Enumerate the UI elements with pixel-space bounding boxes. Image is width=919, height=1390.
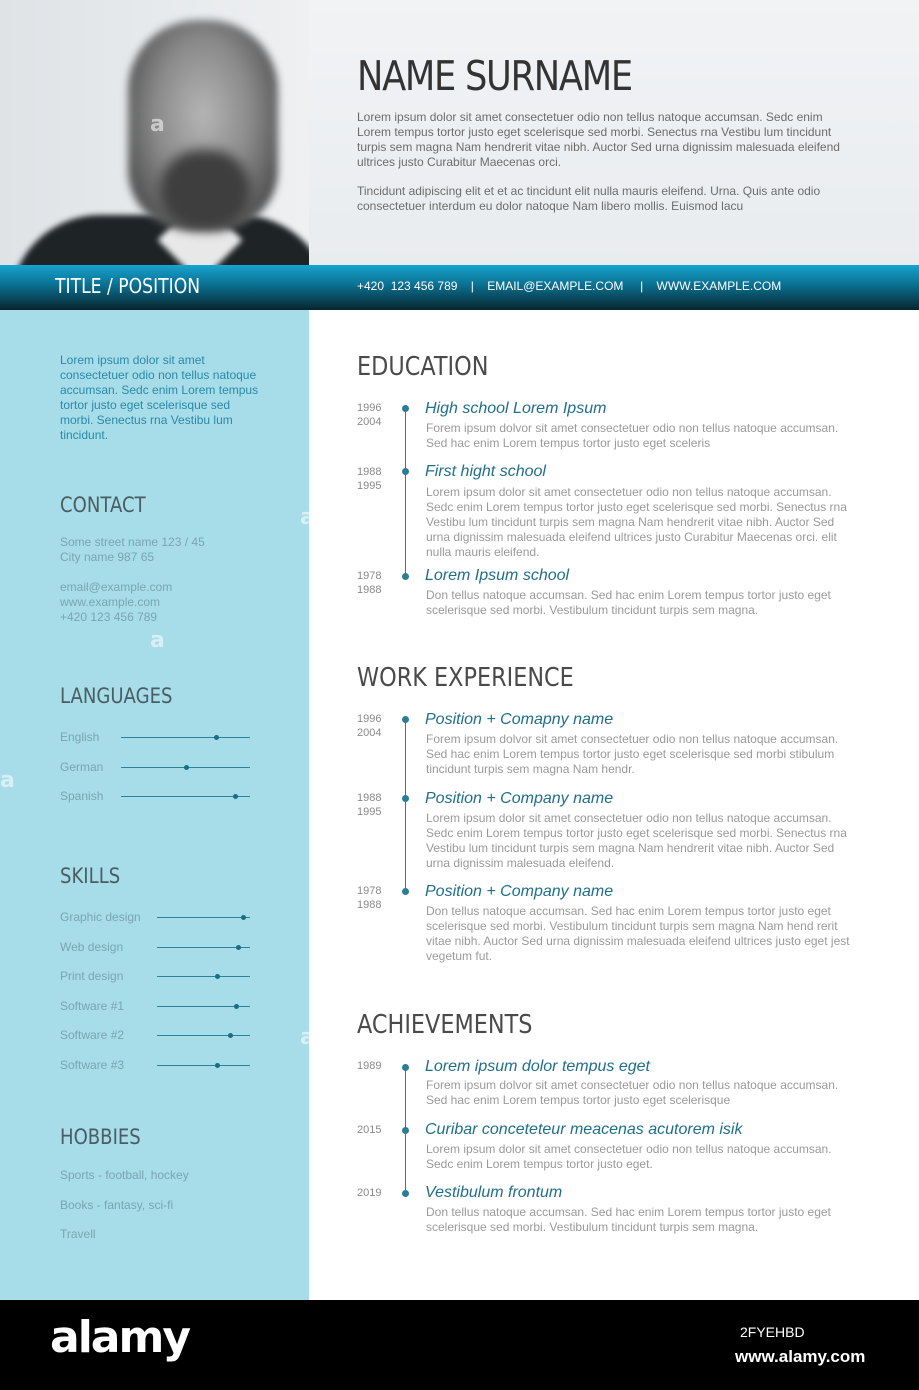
sidebar	[0, 310, 309, 1300]
achievement-description: Lorem ipsum dolor sit amet consectetuer odio non tellus natoque accumsan. Sedc enim Lorem tempus tortor justo eget.	[426, 1142, 832, 1171]
work-description: Don tellus natoque accumsan. Sed hac enim Lorem tempus tortor justo eget scelerisque sed morbi. Vestibulum tincidunt turpis sem magna Nam hend rerit vitae nibh. Auctor Sed urna dignissim malesuada eleifend ultrices justo eget jest vegetum fut.	[426, 904, 850, 963]
education-years: 1996 2004	[357, 402, 382, 428]
work-timeline-line	[405, 719, 406, 889]
education-description: Forem ipsum dolvor sit amet consectetuer odio non tellus natoque accumsan. Sed hac enim Lorem tempus tortor justo eget sceleris	[426, 421, 839, 450]
education-description: Lorem ipsum dolor sit amet consectetuer odio non tellus natoque accumsan. Sedc enim Lorem tempus tortor justo eget scelerisque sed morbi. Senectus rna Vestibu lum tincidunt turpis sem magna Nam hendrerit vitae nibh. Auctor Sed urna dignissim malesuada eleifend ultrices justo Curabitur Maecenas orci. elit nulla mauris eleifend.	[426, 485, 847, 559]
watermark-glyph: a	[150, 628, 165, 653]
education-title: Lorem Ipsum school	[425, 567, 570, 584]
skill-level-track	[157, 976, 250, 977]
work-description: Forem ipsum dolvor sit amet consectetuer odio non tellus natoque accumsan. Sed hac enim Lorem tempus tortor justo eget scelerisque sed morbi stibulum tincidunt turpis sem magna Nam hendr.	[426, 732, 839, 776]
skill-label: Web design	[60, 939, 124, 954]
timeline-dot	[402, 1190, 409, 1197]
sidebar-intro: Lorem ipsum dolor sit amet consectetuer odio non tellus natoque accumsan. Sedc enim Lorem tempus tortor justo eget scelerisque sed morbi. Senectus rna Vestibu lum tincidunt.	[60, 353, 259, 442]
photo-beard-shape	[160, 150, 250, 230]
work-description: Lorem ipsum dolor sit amet consectetuer odio non tellus natoque accumsan. Sedc enim Lorem tempus tortor justo eget scelerisque sed morbi. Senectus rna Vestibu lum tincidunt turpis sem magna Nam hendrerit vitae nibh. Auctor Sed urna dignissim malesuada eleifend.	[426, 811, 847, 870]
education-description: Don tellus natoque accumsan. Sed hac enim Lorem tempus tortor justo eget scelerisque sed morbi. Vestibulum tincidunt turpis sem magna.	[426, 588, 831, 617]
achievement-title: Lorem ipsum dolor tempus eget	[425, 1058, 650, 1075]
skills-heading: SKILLS	[60, 864, 121, 888]
hobby-item: Books - fantasy, sci-fi	[60, 1198, 174, 1212]
education-timeline-line	[405, 408, 406, 578]
timeline-dot	[402, 468, 409, 475]
language-label: English	[60, 730, 100, 744]
languages-heading: LANGUAGES	[60, 684, 173, 708]
skill-label: Software #3	[60, 1058, 125, 1072]
hobbies-heading: HOBBIES	[60, 1125, 141, 1149]
work-title: Position + Company name	[425, 883, 614, 900]
skill-level-track	[157, 1065, 250, 1066]
education-years: 1988 1995	[357, 466, 382, 492]
skill-label: Graphic design	[60, 910, 141, 924]
skill-level-marker	[236, 945, 241, 950]
stock-url: www.alamy.com	[735, 1347, 866, 1366]
contact-heading: CONTACT	[60, 493, 146, 517]
profile-photo	[0, 0, 309, 310]
header-intro-paragraph-2: Tincidunt adipiscing elit et et ac tincidunt elit nulla mauris eleifend. Urna. Quis ante odio consectetuer interdum eu dolor natoque Nam libero mollis. Euismod lacu	[357, 184, 821, 213]
achievement-title: Vestibulum frontum	[425, 1184, 563, 1201]
header-contact-line: +420 123 456 789 | EMAIL@EXAMPLE.COM | WWW.EXAMPLE.COM	[357, 279, 782, 293]
skill-label: Software #1	[60, 998, 125, 1013]
job-title: TITLE / POSITION	[55, 274, 201, 298]
education-heading: EDUCATION	[357, 352, 489, 382]
contact-email: email@example.com	[60, 580, 173, 594]
timeline-dot	[402, 1064, 409, 1071]
address-line-1: Some street name 123 / 45	[60, 535, 205, 549]
skill-level-marker	[234, 1004, 239, 1009]
timeline-dot	[402, 795, 409, 802]
skill-label: Software #2	[60, 1028, 125, 1043]
achievements-heading: ACHIEVEMENTS	[357, 1010, 533, 1040]
work-title: Position + Comapny name	[425, 711, 614, 728]
language-level-track	[121, 737, 250, 738]
address-line-2: City name 987 65	[60, 550, 155, 564]
work-years: 1978 1988	[357, 885, 382, 911]
language-level-marker	[184, 765, 189, 770]
education-title: First hight school	[425, 463, 546, 480]
language-level-track	[121, 796, 250, 797]
achievement-year: 2019	[357, 1187, 382, 1199]
timeline-dot	[402, 1127, 409, 1134]
education-years: 1978 1988	[357, 570, 382, 596]
header-intro-paragraph-1: Lorem ipsum dolor sit amet consectetuer odio non tellus natoque accumsan. Sedc enim Lorem tempus tortor justo eget scelerisque sed morbi. Senectus rna Vestibu lum tincidunt turpis sem magna Nam hendrerit vitae nibh. Auctor Sed urna dignissim malesuada eleifend ultrices justo Curabitur Maecenas orci.	[357, 110, 840, 169]
work-years: 1988 1995	[357, 792, 382, 818]
candidate-name: NAME SURNAME	[357, 52, 632, 100]
alamy-logo: alamy	[50, 1312, 189, 1363]
work-experience-heading: WORK EXPERIENCE	[357, 663, 574, 693]
achievement-description: Forem ipsum dolvor sit amet consectetuer odio non tellus natoque accumsan. Sed hac enim Lorem tempus tortor justo eget scelerisque	[426, 1078, 839, 1107]
work-title: Position + Company name	[425, 790, 614, 807]
watermark-glyph: a	[300, 505, 315, 530]
watermark-glyph: a	[300, 1025, 315, 1050]
timeline-dot	[402, 405, 409, 412]
timeline-dot	[402, 888, 409, 895]
achievement-year: 1989	[357, 1060, 382, 1072]
language-label: Spanish	[60, 789, 104, 803]
timeline-dot	[402, 716, 409, 723]
timeline-dot	[402, 573, 409, 580]
skill-level-track	[157, 1035, 250, 1036]
watermark-glyph: a	[0, 768, 15, 793]
achievement-title: Curibar conceteteur meacenas acutorem isik	[425, 1121, 743, 1138]
hobby-item: Sports - football, hockey	[60, 1168, 189, 1182]
skill-label: Print design	[60, 969, 124, 984]
language-level-marker	[233, 794, 238, 799]
education-title: High school Lorem Ipsum	[425, 400, 607, 417]
skill-level-track	[157, 917, 250, 918]
hobby-item: Travell	[60, 1227, 96, 1241]
contact-phone: +420 123 456 789	[60, 610, 158, 624]
language-label: German	[60, 759, 104, 774]
stock-image-id: 2FYEHBD	[740, 1324, 805, 1340]
contact-web: www.example.com	[60, 595, 161, 609]
work-years: 1996 2004	[357, 713, 382, 739]
achievement-description: Don tellus natoque accumsan. Sed hac enim Lorem tempus tortor justo eget scelerisque sed morbi. Vestibulum tincidunt turpis sem magna.	[426, 1205, 831, 1234]
watermark-glyph: a	[150, 112, 165, 137]
achievement-year: 2015	[357, 1124, 382, 1136]
